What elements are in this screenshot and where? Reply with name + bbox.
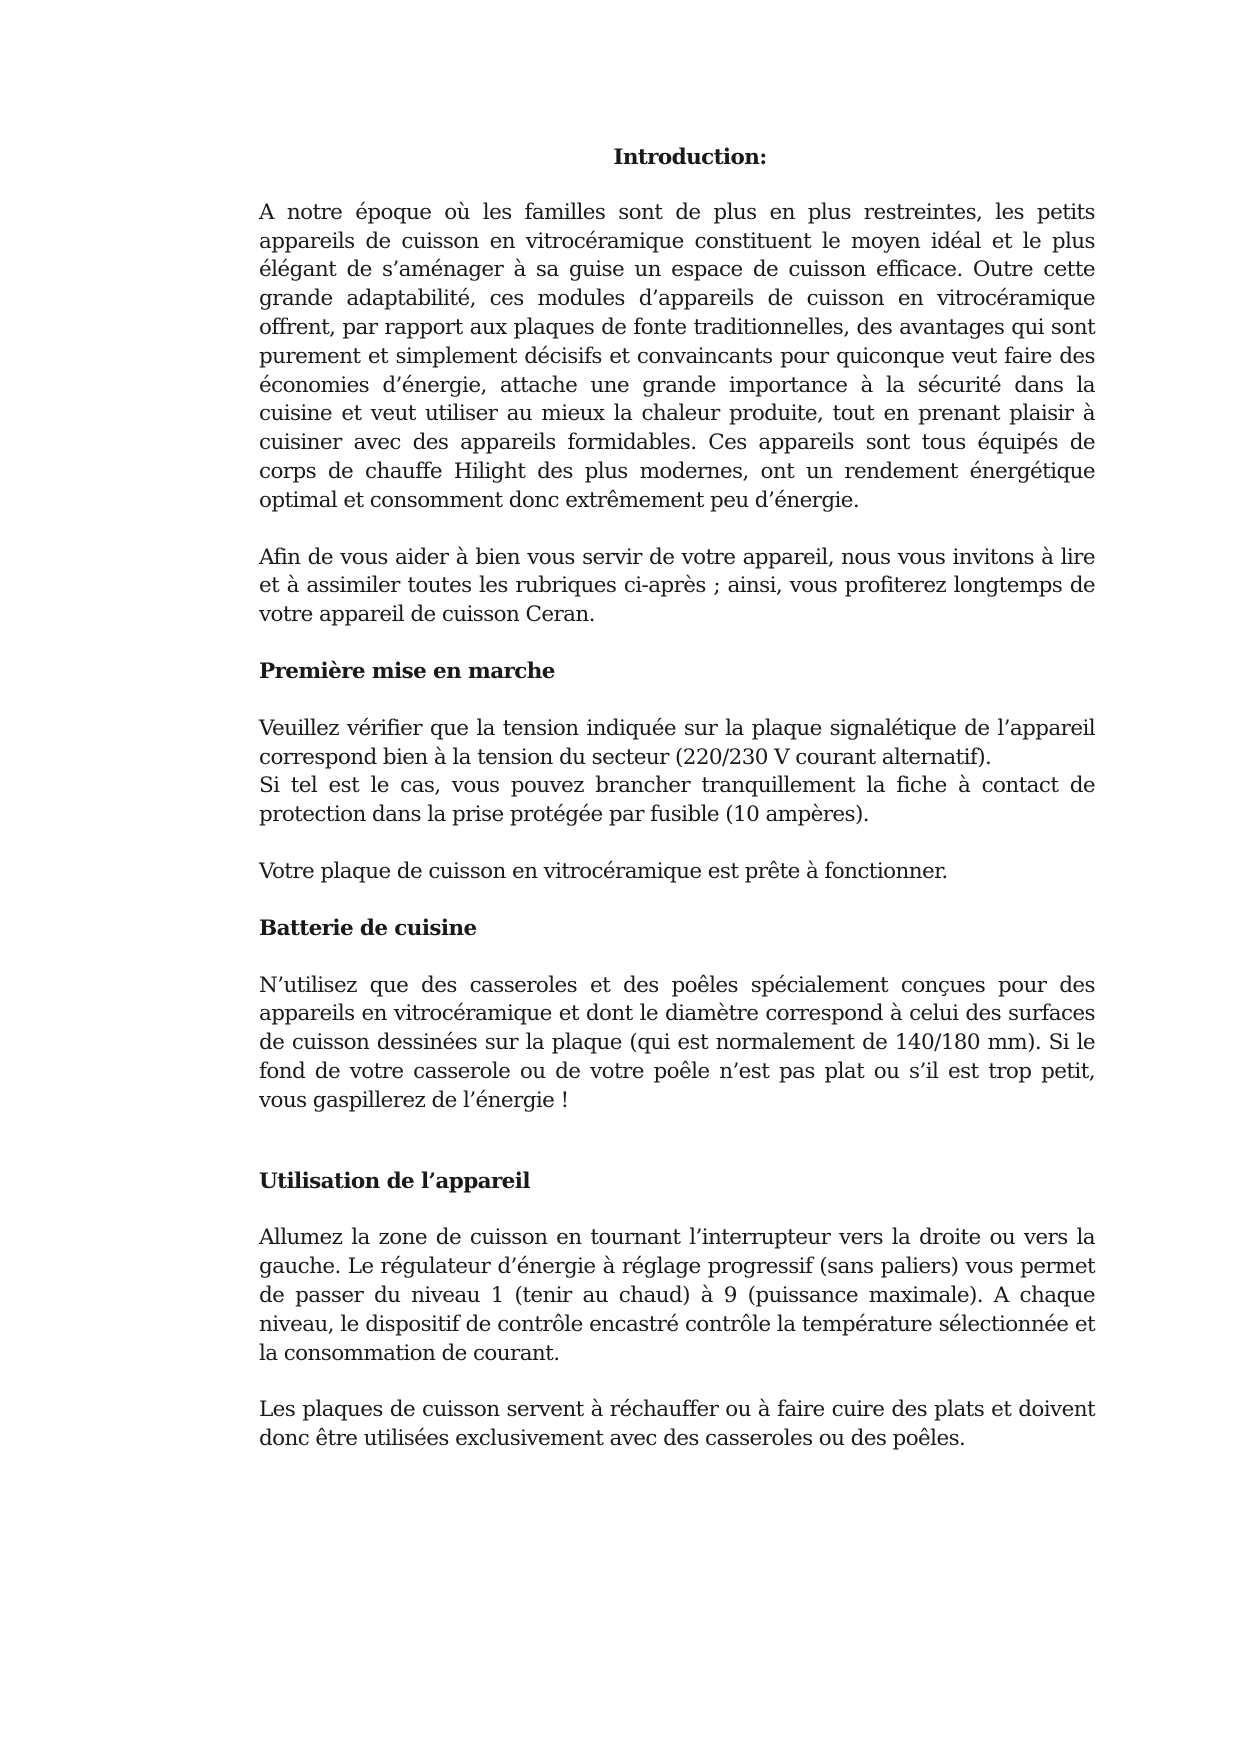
- page-title: Introduction:: [613, 145, 767, 170]
- intro-paragraph-2: Afin de vous aider à bien vous servir de votre appareil, nous vous invitons à lire et à assimiler toutes les rubriques ci-après ; ainsi, vous profiterez longtemps de votre appareil de cuisson Ceran.: [259, 544, 1095, 628]
- first-use-heading: Première mise en marche: [259, 658, 555, 684]
- usage-heading: Utilisation de l’appareil: [259, 1168, 530, 1194]
- document-page: [259, 144, 1095, 1454]
- first-use-paragraph-2: Si tel est le cas, vous pouvez brancher tranquillement la fiche à contact de protection dans la prise protégée par fusible (10 ampères).: [259, 773, 1095, 828]
- intro-paragraph-1: A notre époque où les familles sont de plus en plus restreintes, les petits appareils de cuisson en vitrocéramique constituent le moyen idéal et le plus élégant de s’aménager à sa guise un espace de cuisson efficace. Outre cette grande adaptabilité, ces modules d’appareils de cuisson en vitrocéramique offrent, par rapport aux plaques de fonte traditionnelles, des avantages qui sont purement et simplement décisifs et convaincants pour quiconque veut faire des économies d’énergie, attache une grande importance à la sécurité dans la cuisine et veut utiliser au mieux la chaleur produite, tout en prenant plaisir à cuisiner avec des appareils formidables. Ces appareils sont tous équipés de corps de chauffe Hilight des plus modernes, ont un rendement énergétique optimal et consomment donc extrêmement peu d’énergie.: [259, 199, 1095, 513]
- usage-paragraph-1: Allumez la zone de cuisson en tournant l’interrupteur vers la droite ou vers la gauche. Le régulateur d’énergie à réglage progressif (sans paliers) vous permet de passer du niveau 1 (tenir au chaud) à 9 (puissance maximale). A chaque niveau, le dispositif de contrôle encastré contrôle la température sélectionnée et la consommation de courant.: [259, 1225, 1095, 1366]
- cookware-paragraph-1: N’utilisez que des casseroles et des poêles spécialement conçues pour des appareils en vitrocéramique et dont le diamètre correspond à celui des surfaces de cuisson dessinées sur la plaque (qui est normalement de 140/180 mm). Si le fond de votre casserole ou de votre poêle n’est pas plat ou s’il est trop petit, vous gaspillerez de l’énergie !: [259, 972, 1095, 1113]
- usage-paragraph-2: Les plaques de cuisson servent à réchauffer ou à faire cuire des plats et doivent donc être utilisées exclusivement avec des casseroles ou des poêles.: [259, 1397, 1095, 1452]
- first-use-paragraph-3: Votre plaque de cuisson en vitrocéramique est prête à fonctionner.: [259, 858, 948, 884]
- cookware-heading: Batterie de cuisine: [259, 915, 477, 941]
- first-use-paragraph-1: Veuillez vérifier que la tension indiquée sur la plaque signalétique de l’appareil correspond bien à la tension du secteur (220/230 V courant alternatif).: [259, 715, 1095, 770]
